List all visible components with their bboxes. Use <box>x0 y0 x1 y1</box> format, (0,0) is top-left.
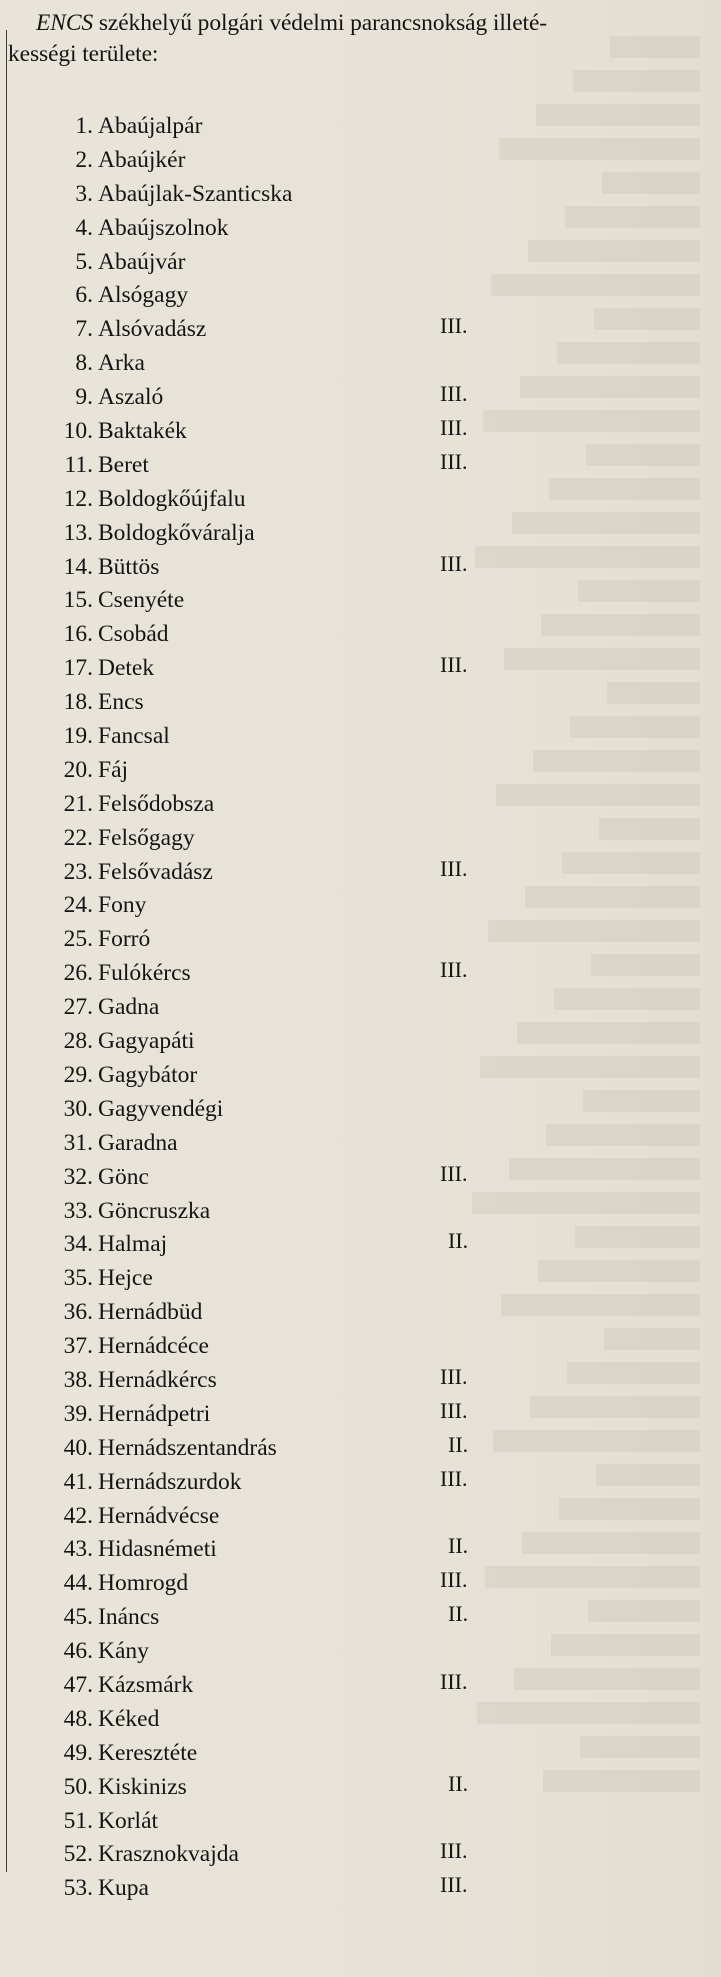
protection-class: II. <box>448 1601 469 1627</box>
item-number: 11. <box>64 451 93 478</box>
settlement-name: Hernádbüd <box>98 1299 203 1326</box>
settlement-name: Abaújlak-Szanticska <box>98 180 293 207</box>
settlement-name: Kupa <box>98 1875 149 1902</box>
settlement-name: Keresztéte <box>98 1739 198 1766</box>
settlement-name: Boldogkőváralja <box>98 519 255 546</box>
settlement-name: Hernádszurdok <box>98 1468 242 1495</box>
item-number: 47. <box>63 1671 93 1698</box>
heading-line-1 <box>0 8 700 39</box>
item-number: 53. <box>63 1875 93 1902</box>
protection-class: II. <box>448 1228 469 1254</box>
item-number: 16. <box>63 621 93 648</box>
protection-class: III. <box>440 855 468 881</box>
item-number: 10. <box>63 418 93 445</box>
protection-class: III. <box>440 1465 468 1491</box>
protection-class: III. <box>440 1567 468 1593</box>
item-number: 44. <box>63 1570 93 1597</box>
settlement-name: Boldogkőújfalu <box>98 485 246 512</box>
settlement-name: Hernádkércs <box>98 1366 217 1393</box>
list-item <box>0 1703 721 1737</box>
item-number: 38. <box>63 1366 93 1393</box>
protection-class: III. <box>440 1160 468 1186</box>
item-number: 34. <box>63 1231 93 1258</box>
item-number: 14. <box>63 553 93 580</box>
item-number: 36. <box>63 1299 93 1326</box>
list-item <box>0 822 721 856</box>
list-item <box>0 1669 721 1703</box>
item-number: 24. <box>63 892 93 919</box>
item-number: 2. <box>75 146 93 173</box>
section-heading <box>0 8 700 70</box>
item-number: 15. <box>63 587 93 614</box>
list-item <box>0 279 721 313</box>
list-item <box>0 1364 721 1398</box>
list-item <box>0 1805 721 1839</box>
item-number: 32. <box>63 1163 93 1190</box>
item-number: 23. <box>63 858 93 885</box>
list-item <box>0 1737 721 1771</box>
list-item <box>0 1025 721 1059</box>
settlement-name: Arka <box>98 350 145 377</box>
settlement-name: Gagyapáti <box>98 1028 195 1055</box>
settlement-name: Hidasnémeti <box>98 1536 217 1563</box>
list-item <box>0 991 721 1025</box>
list-item <box>0 313 721 347</box>
settlement-name: Kány <box>98 1638 149 1665</box>
item-number: 49. <box>63 1739 93 1766</box>
settlement-name: Hejce <box>98 1265 153 1292</box>
list-item <box>0 1127 721 1161</box>
list-item <box>0 1567 721 1601</box>
list-item <box>0 381 721 415</box>
settlement-name: Kéked <box>98 1705 160 1732</box>
settlement-name: Felsőgagy <box>98 824 195 851</box>
settlement-name: Abaújkér <box>98 146 186 173</box>
protection-class: III. <box>440 1872 468 1898</box>
heading-text: székhelyű polgári védelmi parancsnokság illeté- <box>93 10 548 36</box>
settlement-name: Alsógagy <box>98 282 189 309</box>
settlement-name: Fancsal <box>98 723 170 750</box>
item-number: 45. <box>63 1604 93 1631</box>
settlement-name: Korlát <box>98 1807 159 1834</box>
item-number: 52. <box>63 1841 93 1868</box>
list-item <box>0 1398 721 1432</box>
list-item <box>0 1466 721 1500</box>
settlement-name: Büttös <box>98 553 160 580</box>
list-item <box>0 618 721 652</box>
settlement-name: Abaújvár <box>98 248 186 275</box>
settlement-name: Hernádvécse <box>98 1502 220 1529</box>
settlement-name: Abaújalpár <box>98 113 203 139</box>
settlement-list <box>0 110 721 1906</box>
list-item <box>0 246 721 280</box>
item-number: 43. <box>63 1536 93 1563</box>
list-item <box>0 889 721 923</box>
settlement-name: Gönc <box>98 1163 149 1190</box>
list-item <box>0 788 721 822</box>
list-item <box>0 1635 721 1669</box>
list-item <box>0 1500 721 1534</box>
item-number: 27. <box>63 994 93 1021</box>
item-number: 1. <box>75 113 93 139</box>
protection-class: II. <box>448 1770 469 1796</box>
item-number: 42. <box>63 1502 93 1529</box>
bleed-through-line <box>573 70 700 92</box>
list-item <box>0 449 721 483</box>
item-number: 50. <box>63 1773 93 1800</box>
list-item <box>0 1093 721 1127</box>
list-item <box>0 1228 721 1262</box>
settlement-name: Kázsmárk <box>98 1671 194 1698</box>
settlement-name: Csobád <box>98 621 169 648</box>
settlement-name: Forró <box>98 926 151 953</box>
list-item <box>0 517 721 551</box>
list-item <box>0 1296 721 1330</box>
item-number: 13. <box>63 519 93 546</box>
settlement-name: Felsővadász <box>98 858 213 885</box>
list-item <box>0 1262 721 1296</box>
item-number: 9. <box>75 384 93 411</box>
protection-class: III. <box>440 1363 468 1389</box>
protection-class: III. <box>440 1668 468 1694</box>
item-number: 29. <box>63 1061 93 1088</box>
list-item <box>0 754 721 788</box>
item-number: 7. <box>75 316 93 343</box>
list-item <box>0 212 721 246</box>
item-number: 37. <box>63 1333 93 1360</box>
item-number: 5. <box>75 248 93 275</box>
list-item <box>0 144 721 178</box>
item-number: 39. <box>63 1400 93 1427</box>
settlement-name: Baktakék <box>98 418 187 445</box>
list-item <box>0 415 721 449</box>
settlement-name: Kiskinizs <box>98 1773 187 1800</box>
settlement-name: Krasznokvajda <box>98 1841 239 1868</box>
heading-line-2: kességi területe: <box>8 41 159 67</box>
protection-class: III. <box>440 550 468 576</box>
item-number: 17. <box>63 655 93 682</box>
list-item <box>0 347 721 381</box>
settlement-name: Garadna <box>98 1129 178 1156</box>
list-item <box>0 652 721 686</box>
list-item <box>0 1195 721 1229</box>
list-item <box>0 110 721 144</box>
item-number: 40. <box>63 1434 93 1461</box>
list-item <box>0 1601 721 1635</box>
protection-class: III. <box>440 415 468 441</box>
settlement-name: Hernádcéce <box>98 1333 209 1360</box>
protection-class: III. <box>440 448 468 474</box>
list-item <box>0 1838 721 1872</box>
protection-class: III. <box>440 1397 468 1423</box>
item-number: 33. <box>63 1197 93 1224</box>
item-number: 21. <box>63 790 93 817</box>
list-item <box>0 720 721 754</box>
item-number: 22. <box>63 824 93 851</box>
item-number: 4. <box>75 214 93 241</box>
list-item <box>0 1161 721 1195</box>
settlement-name: Gagybátor <box>98 1061 198 1088</box>
item-number: 25. <box>63 926 93 953</box>
settlement-name: Abaújszolnok <box>98 214 229 241</box>
list-item <box>0 957 721 991</box>
settlement-name: Fulókércs <box>98 960 191 987</box>
item-number: 6. <box>75 282 93 309</box>
protection-class: II. <box>448 1431 469 1457</box>
list-item <box>0 584 721 618</box>
list-item <box>0 1330 721 1364</box>
settlement-name: Göncruszka <box>98 1197 211 1224</box>
item-number: 3. <box>75 180 93 207</box>
protection-class: III. <box>440 652 468 678</box>
list-item <box>0 483 721 517</box>
settlement-name: Gagyvendégi <box>98 1095 224 1122</box>
list-item <box>0 1872 721 1906</box>
settlement-name: Fáj <box>98 756 129 783</box>
protection-class: III. <box>440 313 468 339</box>
item-number: 19. <box>63 723 93 750</box>
item-number: 12. <box>63 485 93 512</box>
heading-place-name: ENCS <box>36 10 94 36</box>
protection-class: III. <box>440 381 468 407</box>
item-number: 20. <box>63 756 93 783</box>
settlement-name: Beret <box>98 451 149 478</box>
list-item <box>0 1059 721 1093</box>
list-item <box>0 1432 721 1466</box>
protection-class: III. <box>440 1838 468 1864</box>
settlement-name: Encs <box>98 689 144 716</box>
settlement-name: Fony <box>98 892 147 919</box>
item-number: 30. <box>63 1095 93 1122</box>
item-number: 41. <box>63 1468 93 1495</box>
item-number: 46. <box>63 1638 93 1665</box>
item-number: 8. <box>75 350 93 377</box>
settlement-name: Hernádpetri <box>98 1400 211 1427</box>
list-item <box>0 923 721 957</box>
settlement-name: Csenyéte <box>98 587 185 614</box>
item-number: 31. <box>63 1129 93 1156</box>
list-item <box>0 178 721 212</box>
item-number: 28. <box>63 1028 93 1055</box>
item-number: 35. <box>63 1265 93 1292</box>
protection-class: II. <box>448 1533 469 1559</box>
item-number: 51. <box>63 1807 93 1834</box>
item-number: 48. <box>63 1705 93 1732</box>
settlement-name: Aszaló <box>98 384 164 411</box>
settlement-name: Hernádszentandrás <box>98 1434 277 1461</box>
settlement-name: Halmaj <box>98 1231 168 1258</box>
protection-class: III. <box>440 957 468 983</box>
list-item <box>0 856 721 890</box>
settlement-name: Alsóvadász <box>98 316 207 343</box>
settlement-name: Ináncs <box>98 1604 160 1631</box>
settlement-name: Gadna <box>98 994 160 1021</box>
settlement-name: Felsődobsza <box>98 790 215 817</box>
settlement-name: Detek <box>98 655 155 682</box>
settlement-name: Homrogd <box>98 1570 189 1597</box>
item-number: 18. <box>63 689 93 716</box>
list-item <box>0 1533 721 1567</box>
list-item <box>0 686 721 720</box>
item-number: 26. <box>63 960 93 987</box>
list-item <box>0 1771 721 1805</box>
list-item <box>0 551 721 585</box>
